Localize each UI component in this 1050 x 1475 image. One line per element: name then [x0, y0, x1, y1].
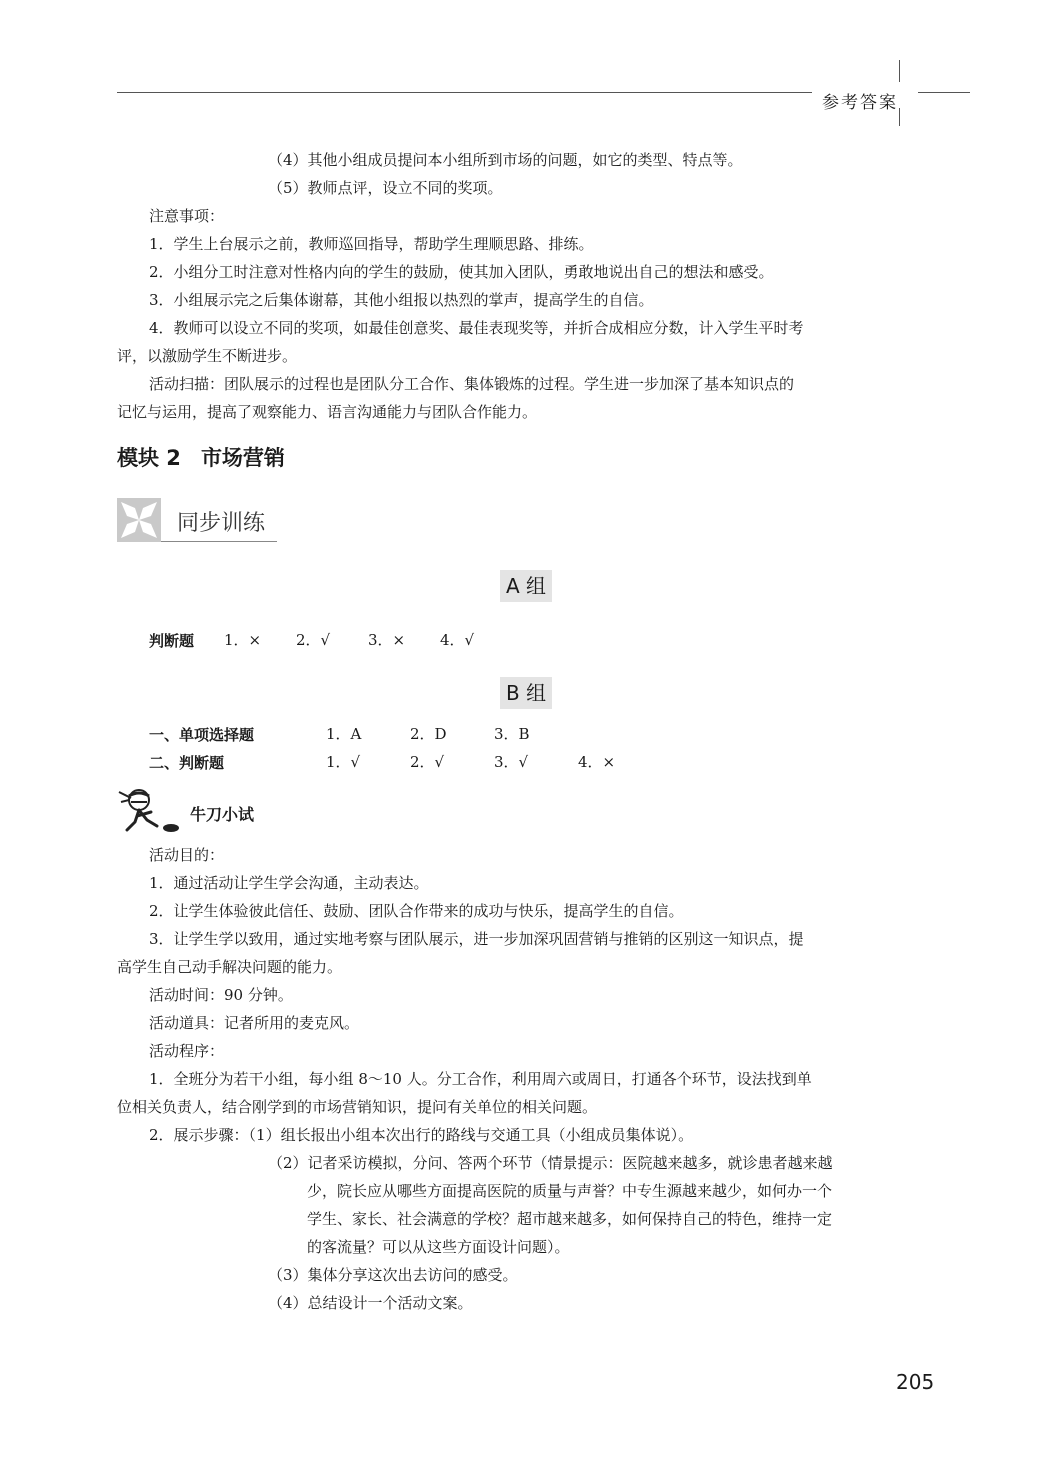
purpose-item-1: 1．通过活动让学生学会沟通，主动表达。	[149, 874, 429, 892]
procedure-step-1-cont: 位相关负责人，结合刚学到的市场营销知识，提问有关单位的相关问题。	[117, 1098, 598, 1116]
activity-time: 活动时间：90 分钟。	[149, 986, 293, 1004]
group-b-row2-answer-3: 3．√	[494, 753, 529, 771]
niudao-title: 牛刀小试	[190, 805, 255, 824]
ninja-icon	[117, 786, 183, 834]
group-b-row2-answer-1: 1．√	[326, 753, 361, 771]
step-2-sub-4: （4）总结设计一个活动文案。	[268, 1294, 473, 1312]
intro-line-5: （5）教师点评，设立不同的奖项。	[268, 179, 503, 197]
group-b-row1-answer-2: 2．D	[410, 725, 447, 743]
notes-title: 注意事项：	[149, 207, 225, 225]
group-b-row2-label: 二、判断题	[149, 754, 225, 772]
group-b-title: B 组	[500, 677, 552, 709]
scan-line-1: 活动扫描：团队展示的过程也是团队分工合作、集体锻炼的过程。学生进一步加深了基本知识点的	[149, 375, 795, 393]
group-b-row2-answer-4: 4．×	[578, 753, 616, 771]
sync-underline	[161, 541, 277, 542]
module-number: 模块 2	[117, 446, 181, 470]
group-a-title: A 组	[500, 570, 552, 602]
step-2-sub-2-line2: 少，院长应从哪些方面提高医院的质量与声誉？中专生源越来越少，如何办一个	[307, 1182, 833, 1200]
module-name: 市场营销	[200, 446, 285, 470]
group-a-answer-4: 4．√	[440, 631, 475, 649]
purpose-item-3: 3．让学生学以致用，通过实地考察与团队展示，进一步加深巩固营销与推销的区别这一知识点，提	[149, 930, 804, 948]
header-rule-left	[117, 92, 812, 93]
purpose-title: 活动目的：	[149, 846, 225, 864]
page-number: 205	[896, 1370, 935, 1394]
header-tick-top	[899, 60, 900, 82]
procedure-step-2: 2．展示步骤：（1）组长报出小组本次出行的路线与交通工具（小组成员集体说）。	[149, 1126, 694, 1144]
header-title: 参考答案	[822, 93, 898, 113]
group-b-row2-answer-2: 2．√	[410, 753, 445, 771]
header-tick-bottom	[899, 108, 900, 126]
intro-line-4: （4）其他小组成员提问本小组所到市场的问题，如它的类型、特点等。	[268, 151, 743, 169]
scan-line-2: 记忆与运用，提高了观察能力、语言沟通能力与团队合作能力。	[117, 403, 538, 421]
module-heading	[117, 442, 285, 472]
group-a-answer-2: 2．√	[296, 631, 331, 649]
procedure-title: 活动程序：	[149, 1042, 225, 1060]
purpose-item-2: 2．让学生体验彼此信任、鼓励、团队合作带来的成功与快乐，提高学生的自信。	[149, 902, 684, 920]
step-2-sub-2: （2）记者采访模拟，分问、答两个环节（情景提示：医院越来越多，就诊患者越来越	[268, 1154, 833, 1172]
step-2-sub-2-line4: 的客流量？可以从这些方面设计问题）。	[307, 1238, 570, 1256]
notes-item-2: 2．小组分工时注意对性格内向的学生的鼓励，使其加入团队，勇敢地说出自己的想法和感受。	[149, 263, 774, 281]
group-b-row1-label: 一、单项选择题	[149, 726, 255, 744]
purpose-item-3-cont: 高学生自己动手解决问题的能力。	[117, 958, 343, 976]
activity-props: 活动道具：记者所用的麦克风。	[149, 1014, 360, 1032]
sync-training-label: 同步训练	[177, 511, 266, 536]
notes-item-4-cont: 评，以激励学生不断进步。	[117, 347, 298, 365]
notes-item-1: 1．学生上台展示之前，教师巡回指导，帮助学生理顺思路、排练。	[149, 235, 594, 253]
procedure-step-1: 1．全班分为若干小组，每小组 8～10 人。分工合作，利用周六或周日，打通各个环节，设法找到单	[149, 1070, 812, 1088]
header-rule-right	[918, 92, 970, 93]
step-2-sub-2-line3: 学生、家长、社会满意的学校？超市越来越多，如何保持自己的特色，维持一定	[307, 1210, 833, 1228]
sync-training-banner	[117, 498, 277, 544]
group-b-row1-answer-1: 1．A	[326, 725, 362, 743]
notes-item-3: 3．小组展示完之后集体谢幕，其他小组报以热烈的掌声，提高学生的自信。	[149, 291, 654, 309]
group-b-row1-answer-3: 3．B	[494, 725, 530, 743]
group-a-answer-1: 1．×	[224, 631, 262, 649]
group-a-label: 判断题	[149, 632, 195, 650]
sync-training-icon	[117, 498, 161, 542]
notes-item-4: 4．教师可以设立不同的奖项，如最佳创意奖、最佳表现奖等，并折合成相应分数，计入学生平时考	[149, 319, 804, 337]
step-2-sub-3: （3）集体分享这次出去访问的感受。	[268, 1266, 518, 1284]
group-a-answer-3: 3．×	[368, 631, 406, 649]
